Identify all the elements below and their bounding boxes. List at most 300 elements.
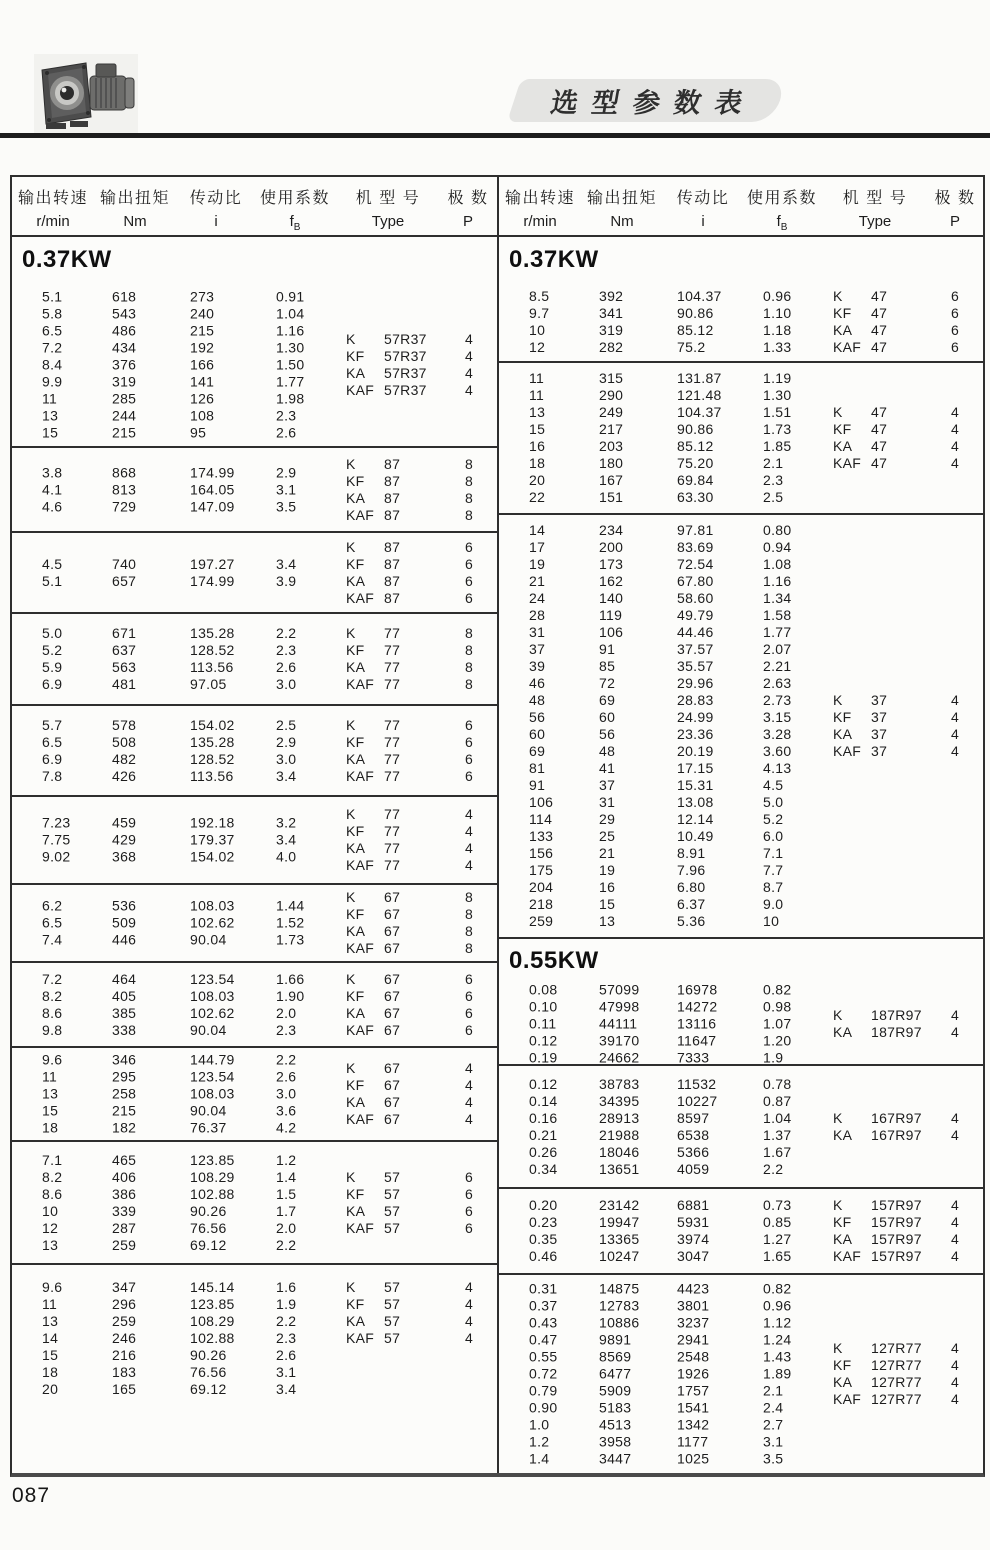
type-row	[833, 1374, 977, 1391]
type-row	[346, 1111, 491, 1128]
type-model: 67	[384, 889, 401, 905]
table-row	[12, 971, 346, 988]
cell-ratio: 123.85	[190, 1151, 235, 1168]
type-prefix: K	[346, 716, 356, 733]
cell-torque: 368	[112, 848, 137, 865]
cell-poles: 4	[950, 404, 960, 420]
table-row	[12, 481, 346, 498]
cell-torque: 19947	[599, 1214, 640, 1230]
type-prefix: KAF	[346, 940, 375, 956]
type-model: 127R77	[871, 1391, 922, 1407]
table-row	[12, 305, 346, 322]
type-row	[833, 1248, 977, 1265]
cell-torque: 657	[112, 572, 137, 589]
type-model: 67	[384, 1004, 401, 1021]
cell-speed: 11	[42, 1068, 58, 1085]
cell-ratio: 147.09	[190, 498, 235, 514]
cell-speed: 48	[529, 692, 546, 708]
cell-ratio: 5.36	[677, 913, 706, 929]
cell-ratio: 90.04	[190, 1021, 227, 1038]
table-row	[12, 373, 346, 390]
cell-speed: 18	[42, 1119, 59, 1136]
type-rows	[833, 288, 977, 356]
cell-ratio: 166	[190, 356, 215, 372]
type-row	[833, 709, 977, 726]
cell-poles: 8	[464, 506, 474, 523]
cell-speed: 14	[42, 1330, 59, 1346]
table-row	[499, 522, 833, 539]
cell-speed: 15	[42, 1347, 59, 1363]
cell-speed: 0.31	[529, 1280, 558, 1297]
cell-torque: 6477	[599, 1365, 632, 1382]
cell-ratio: 90.04	[190, 931, 227, 948]
cell-torque: 165	[112, 1381, 137, 1397]
table-row	[499, 1076, 833, 1093]
table-row	[499, 981, 833, 998]
header-col-unit: $f_B$	[776, 213, 788, 233]
cell-torque: 24662	[599, 1049, 640, 1065]
cell-service-factor: 1.7	[276, 1202, 297, 1219]
table-row	[12, 424, 346, 441]
cell-ratio: 67.80	[677, 573, 714, 589]
cell-service-factor: 2.3	[276, 1330, 297, 1346]
cell-service-factor: 2.6	[276, 659, 297, 675]
type-model: 127R77	[871, 1357, 922, 1373]
header-col-unit: P	[949, 213, 960, 230]
cell-service-factor: 1.16	[276, 322, 305, 338]
header-col-zh: 输出转速	[504, 190, 575, 207]
cell-ratio: 8597	[677, 1109, 710, 1126]
cell-speed: 0.21	[529, 1126, 558, 1143]
selection-table	[10, 175, 985, 1477]
cell-service-factor: 1.24	[763, 1331, 792, 1348]
data-rows	[12, 464, 346, 515]
cell-torque: 183	[112, 1364, 137, 1380]
cell-service-factor: 4.13	[763, 760, 792, 776]
cell-torque: 346	[112, 1051, 137, 1068]
table-header-left	[12, 177, 499, 235]
table-row	[12, 498, 346, 515]
type-prefix: K	[833, 404, 843, 420]
type-prefix: K	[346, 330, 356, 347]
data-rows	[499, 288, 833, 356]
cell-ratio: 90.86	[677, 421, 714, 437]
table-row	[499, 489, 833, 506]
cell-service-factor: 3.9	[276, 572, 297, 589]
type-row	[346, 988, 491, 1005]
cell-service-factor: 1.33	[763, 339, 792, 355]
header-col-unit: $f_B$	[289, 213, 301, 233]
type-prefix: K	[346, 970, 356, 987]
type-prefix: KF	[346, 823, 365, 839]
cell-torque: 182	[112, 1119, 137, 1136]
cell-speed: 0.14	[529, 1092, 558, 1109]
table-row	[499, 1015, 833, 1032]
type-model: 67	[384, 1077, 401, 1093]
cell-ratio: 2941	[677, 1331, 710, 1348]
type-rows	[833, 692, 977, 760]
cell-speed: 218	[529, 896, 554, 912]
cell-poles: 4	[950, 1340, 960, 1356]
cell-service-factor: 8.7	[763, 879, 784, 895]
cell-service-factor: 1.30	[276, 339, 305, 355]
table-row	[499, 658, 833, 675]
cell-service-factor: 1.65	[763, 1248, 792, 1264]
cell-speed: 7.2	[42, 970, 63, 987]
cell-torque: 200	[599, 539, 624, 555]
type-model: 47	[871, 404, 888, 420]
cell-speed: 16	[529, 438, 546, 454]
cell-service-factor: 1.58	[763, 607, 792, 623]
cell-service-factor: 1.2	[276, 1151, 297, 1168]
cell-ratio: 2548	[677, 1348, 710, 1365]
cell-speed: 9.9	[42, 373, 63, 389]
cell-service-factor: 4.0	[276, 848, 297, 865]
type-row	[833, 692, 977, 709]
type-model: 87	[384, 506, 401, 523]
cell-service-factor: 2.2	[276, 1236, 297, 1253]
cell-ratio: 108.29	[190, 1168, 235, 1185]
table-row	[499, 305, 833, 322]
table-row	[499, 1281, 833, 1298]
cell-torque: 376	[112, 356, 137, 372]
cell-torque: 406	[112, 1168, 137, 1185]
cell-ratio: 1926	[677, 1365, 710, 1382]
type-prefix: KF	[346, 1185, 365, 1202]
type-prefix: KF	[346, 347, 365, 364]
type-model: 77	[384, 767, 401, 784]
type-model: 37	[871, 726, 888, 742]
cell-ratio: 58.60	[677, 590, 714, 606]
cell-torque: 729	[112, 498, 137, 514]
type-prefix: KA	[833, 322, 853, 338]
type-row	[833, 743, 977, 760]
cell-ratio: 69.12	[190, 1381, 227, 1397]
cell-speed: 7.75	[42, 831, 71, 848]
cell-speed: 6.5	[42, 733, 63, 750]
cell-speed: 20	[42, 1381, 59, 1397]
cell-torque: 72	[599, 675, 616, 691]
cell-speed: 0.35	[529, 1231, 558, 1247]
cell-ratio: 6.37	[677, 896, 706, 912]
type-model: 67	[384, 940, 401, 956]
header-row-units	[12, 213, 497, 233]
cell-service-factor: 3.60	[763, 743, 792, 759]
cell-torque: 536	[112, 897, 137, 914]
cell-torque: 543	[112, 305, 137, 321]
cell-ratio: 97.81	[677, 522, 714, 538]
cell-ratio: 10.49	[677, 828, 714, 844]
type-rows	[346, 889, 491, 957]
cell-ratio: 3974	[677, 1231, 710, 1247]
cell-service-factor: 2.21	[763, 658, 792, 674]
cell-poles: 8	[464, 472, 474, 489]
table-row	[12, 1120, 346, 1137]
cell-service-factor: 0.98	[763, 998, 792, 1014]
type-row	[346, 573, 491, 590]
table-row	[499, 556, 833, 573]
type-prefix: KA	[346, 750, 366, 767]
cell-ratio: 215	[190, 322, 215, 338]
type-model: 77	[384, 823, 401, 839]
cell-poles: 6	[950, 305, 960, 321]
table-row	[12, 1347, 346, 1364]
cell-ratio: 121.48	[677, 387, 722, 403]
cell-speed: 0.79	[529, 1382, 558, 1399]
cell-poles: 8	[464, 906, 474, 922]
type-row	[346, 823, 491, 840]
cell-poles: 4	[950, 1248, 960, 1264]
cell-poles: 6	[950, 339, 960, 355]
type-prefix: KF	[346, 733, 365, 750]
type-row	[346, 659, 491, 676]
table-row	[12, 573, 346, 590]
cell-ratio: 75.2	[677, 339, 706, 355]
type-prefix: KA	[833, 1374, 853, 1390]
cell-ratio: 240	[190, 305, 215, 321]
cell-speed: 13	[529, 404, 546, 420]
type-row	[833, 726, 977, 743]
cell-speed: 24	[529, 590, 546, 606]
cell-ratio: 76.56	[190, 1364, 227, 1380]
cell-service-factor: 2.5	[276, 716, 297, 733]
type-model: 47	[871, 288, 888, 304]
type-model: 67	[384, 1094, 401, 1110]
type-model: 57	[384, 1202, 401, 1219]
cell-torque: 217	[599, 421, 624, 437]
type-row	[346, 1077, 491, 1094]
type-model: 157R97	[871, 1248, 922, 1264]
cell-ratio: 85.12	[677, 438, 714, 454]
cell-speed: 0.20	[529, 1197, 558, 1213]
cell-speed: 8.2	[42, 987, 63, 1004]
table-row	[12, 717, 346, 734]
type-row	[346, 348, 491, 365]
type-rows	[346, 625, 491, 693]
cell-speed: 9.7	[529, 305, 550, 321]
cell-poles: 8	[464, 889, 474, 905]
cell-ratio: 192.18	[190, 814, 235, 831]
cell-torque: 28913	[599, 1109, 640, 1126]
cell-poles: 6	[464, 1202, 474, 1219]
header-col-unit: Type	[371, 213, 405, 230]
type-rows	[833, 404, 977, 472]
type-row	[346, 806, 491, 823]
cell-speed: 5.7	[42, 716, 63, 733]
data-block	[499, 1275, 983, 1473]
cell-ratio: 37.57	[677, 641, 714, 657]
table-row	[12, 390, 346, 407]
cell-poles: 4	[950, 726, 960, 742]
type-model: 37	[871, 692, 888, 708]
cell-ratio: 35.57	[677, 658, 714, 674]
cell-poles: 4	[950, 709, 960, 725]
cell-service-factor: 1.89	[763, 1365, 792, 1382]
type-model: 57	[384, 1185, 401, 1202]
type-prefix: KAF	[346, 1111, 375, 1127]
cell-poles: 4	[950, 1109, 960, 1126]
type-model: 77	[384, 716, 401, 733]
type-prefix: KA	[346, 840, 366, 856]
table-row	[12, 464, 346, 481]
cell-service-factor: 5.0	[763, 794, 784, 810]
type-row	[346, 1203, 491, 1220]
cell-service-factor: 1.34	[763, 590, 792, 606]
header-col-zh: 使用系数	[746, 190, 817, 207]
data-block	[12, 706, 497, 797]
type-model: 87	[384, 538, 401, 555]
cell-torque: 287	[112, 1219, 137, 1236]
cell-service-factor: 7.7	[763, 862, 784, 878]
cell-service-factor: 3.15	[763, 709, 792, 725]
cell-service-factor: 10	[763, 913, 780, 929]
table-row	[499, 624, 833, 641]
cell-poles: 4	[464, 330, 474, 347]
cell-service-factor: 2.3	[276, 1021, 297, 1038]
cell-ratio: 131.87	[677, 370, 722, 386]
cell-service-factor: 1.16	[763, 573, 792, 589]
type-model: 77	[384, 806, 401, 822]
cell-torque: 319	[599, 322, 624, 338]
cell-torque: 119	[599, 607, 623, 623]
type-row	[346, 625, 491, 642]
cell-speed: 13	[42, 1236, 59, 1253]
cell-ratio: 4059	[677, 1160, 710, 1177]
cell-ratio: 11532	[677, 1075, 717, 1092]
type-row	[346, 1296, 491, 1313]
table-row	[499, 862, 833, 879]
table-row	[499, 1144, 833, 1161]
type-prefix: K	[833, 288, 843, 304]
cell-poles: 6	[464, 733, 474, 750]
type-row	[346, 1220, 491, 1237]
cell-torque: 10886	[599, 1314, 640, 1331]
cell-speed: 19	[529, 556, 546, 572]
cell-poles: 4	[950, 438, 960, 454]
cell-service-factor: 2.2	[276, 1313, 297, 1329]
cell-torque: 31	[599, 794, 616, 810]
table-row	[12, 1381, 346, 1398]
cell-service-factor: 2.6	[276, 424, 297, 440]
table-row	[499, 1434, 833, 1451]
table-row	[499, 1127, 833, 1144]
cell-service-factor: 3.2	[276, 814, 297, 831]
cell-speed: 12	[42, 1219, 59, 1236]
type-prefix: K	[833, 1109, 843, 1126]
table-row	[12, 932, 346, 949]
data-rows	[499, 370, 833, 506]
cell-service-factor: 0.96	[763, 288, 792, 304]
table-row	[499, 896, 833, 913]
cell-poles: 4	[950, 743, 960, 759]
cell-poles: 4	[950, 1374, 960, 1390]
type-row	[833, 1231, 977, 1248]
table-row	[499, 1332, 833, 1349]
type-model: 87	[384, 572, 401, 589]
cell-torque: 3447	[599, 1450, 632, 1467]
type-prefix: KF	[833, 421, 852, 437]
table-row	[12, 1086, 346, 1103]
cell-speed: 133	[529, 828, 554, 844]
cell-ratio: 90.26	[190, 1347, 227, 1363]
table-row	[499, 1383, 833, 1400]
cell-speed: 4.1	[42, 481, 63, 497]
cell-service-factor: 1.44	[276, 897, 305, 914]
cell-ratio: 108	[190, 407, 215, 423]
cell-ratio: 83.69	[677, 539, 714, 555]
type-row	[833, 339, 977, 356]
table-row	[499, 370, 833, 387]
cell-service-factor: 5.2	[763, 811, 784, 827]
cell-speed: 9.8	[42, 1021, 63, 1038]
type-row	[346, 473, 491, 490]
cell-ratio: 3237	[677, 1314, 710, 1331]
type-row	[346, 768, 491, 785]
type-model: 37	[871, 743, 888, 759]
cell-service-factor: 7.1	[763, 845, 784, 861]
header-col-unit: Type	[858, 213, 892, 230]
table-row	[12, 849, 346, 866]
cell-poles: 4	[464, 364, 474, 381]
cell-ratio: 128.52	[190, 750, 235, 767]
type-model: 157R97	[871, 1197, 922, 1213]
cell-service-factor: 1.52	[276, 914, 305, 931]
table-row	[499, 455, 833, 472]
cell-service-factor: 0.94	[763, 539, 792, 555]
cell-ratio: 108.03	[190, 987, 235, 1004]
cell-torque: 509	[112, 914, 137, 931]
type-row	[833, 455, 977, 472]
table-row	[499, 675, 833, 692]
cell-torque: 215	[112, 424, 137, 440]
type-prefix: KAF	[346, 381, 375, 398]
table-row	[499, 404, 833, 421]
cell-service-factor: 1.18	[763, 322, 792, 338]
cell-torque: 259	[112, 1313, 137, 1329]
cell-ratio: 29.96	[677, 675, 714, 691]
cell-ratio: 12.14	[677, 811, 714, 827]
cell-ratio: 1025	[677, 1450, 710, 1467]
cell-torque: 21988	[599, 1126, 640, 1143]
cell-speed: 10	[42, 1202, 59, 1219]
cell-service-factor: 1.98	[276, 390, 305, 406]
cell-torque: 482	[112, 750, 137, 767]
type-row	[346, 490, 491, 507]
table-row	[499, 1110, 833, 1127]
type-model: 187R97	[871, 1023, 922, 1040]
cell-poles: 4	[464, 381, 474, 398]
type-rows	[346, 717, 491, 785]
type-model: 67	[384, 923, 401, 939]
table-body-left-half	[12, 237, 499, 1473]
cell-torque: 12783	[599, 1297, 640, 1314]
cell-ratio: 154.02	[190, 716, 235, 733]
data-block	[12, 1048, 497, 1142]
cell-ratio: 102.62	[190, 914, 235, 931]
table-row	[499, 1093, 833, 1110]
type-prefix: KA	[833, 1126, 853, 1143]
cell-ratio: 20.19	[677, 743, 714, 759]
header-col-unit: P	[462, 213, 473, 230]
table-row	[499, 1298, 833, 1315]
cell-poles: 4	[950, 1197, 960, 1213]
cell-ratio: 1541	[677, 1399, 710, 1416]
type-row	[346, 971, 491, 988]
cell-torque: 25	[599, 828, 616, 844]
cell-service-factor: 1.04	[276, 305, 305, 321]
cell-torque: 23142	[599, 1197, 640, 1213]
cell-poles: 6	[464, 1185, 474, 1202]
